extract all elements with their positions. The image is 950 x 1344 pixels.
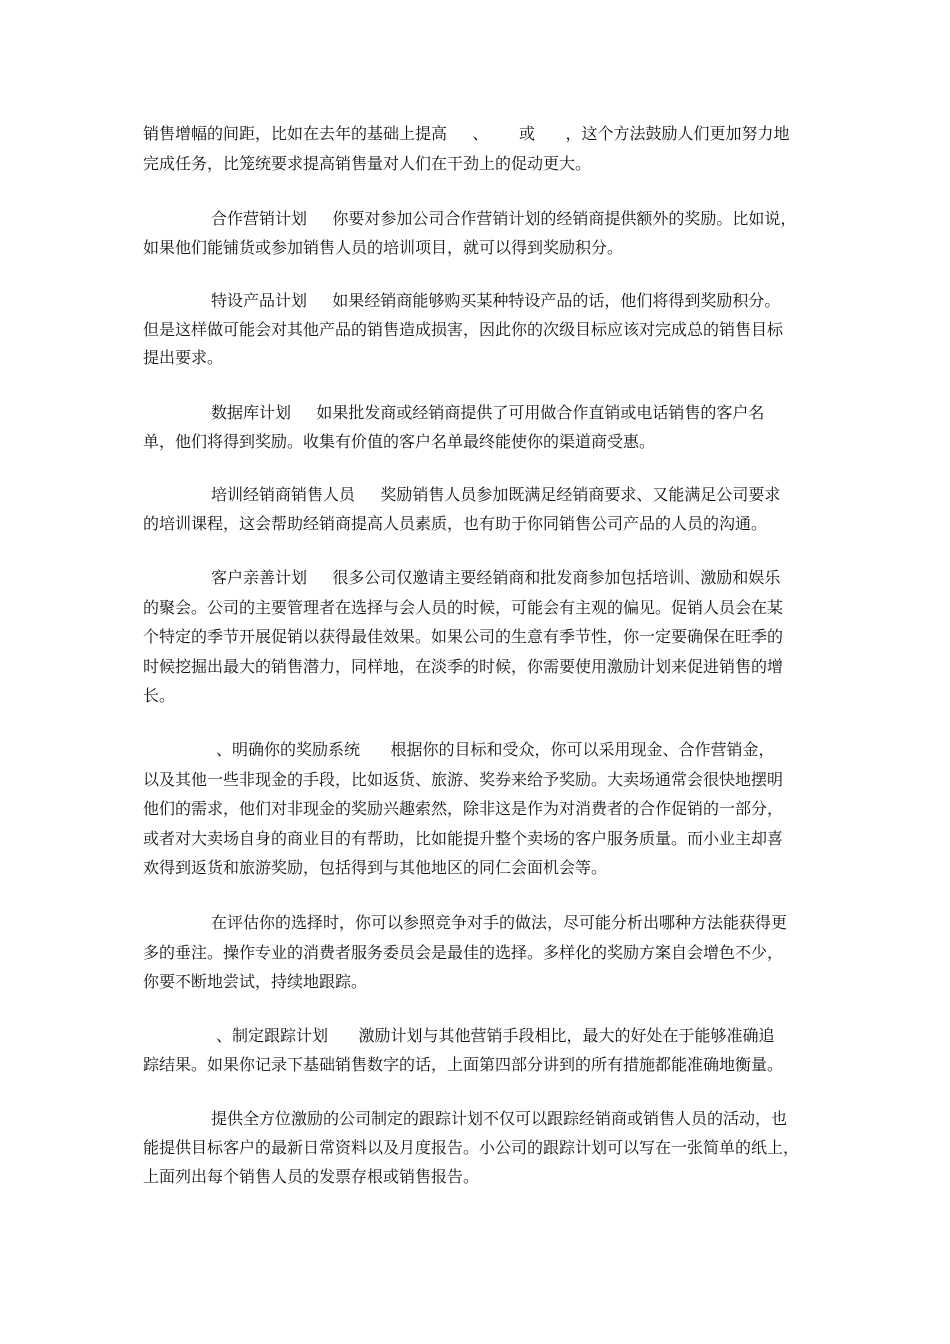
text-line: 他们的需求，他们对非现金的奖励兴趣索然，除非这是作为对消费者的合作促销的一部分， <box>143 799 784 818</box>
text-line: 长。 <box>143 686 176 705</box>
text-line: 、制定跟踪计划 激励计划与其他营销手段相比，最大的好处在于能够准确追 <box>216 1026 775 1045</box>
text-line: 在评估你的选择时，你可以参照竞争对手的做法，尽可能分析出哪种方法能获得更 <box>211 913 788 932</box>
text-line: 多的垂注。操作专业的消费者服务委员会是最佳的选择。多样化的奖励方案自会增色不少， <box>143 943 784 962</box>
text-line: 提出要求。 <box>143 348 224 367</box>
text-line: 培训经销商销售人员 奖励销售人员参加既满足经销商要求、又能满足公司要求 <box>211 485 781 504</box>
text-line: 如果他们能铺货或参加销售人员的培训项目，就可以得到奖励积分。 <box>143 238 624 257</box>
text-line: 完成任务，比笼统要求提高销售量对人们在干劲上的促动更大。 <box>143 154 592 173</box>
text-line: 单，他们将得到奖励。收集有价值的客户名单最终能使你的渠道商受惠。 <box>143 432 656 451</box>
text-line: 踪结果。如果你记录下基础销售数字的话，上面第四部分讲到的所有措施都能准确地衡量。 <box>143 1055 784 1074</box>
text-line: 欢得到返货和旅游奖励，包括得到与其他地区的同仁会面机会等。 <box>143 858 608 877</box>
text-line: 时候挖掘出最大的销售潜力，同样地，在淡季的时候，你需要使用激励计划来促进销售的增 <box>143 657 784 676</box>
text-line: 个特定的季节开展促销以获得最佳效果。如果公司的生意有季节性，你一定要确保在旺季的 <box>143 627 784 646</box>
text-line: 的聚会。公司的主要管理者在选择与会人员的时候，可能会有主观的偏见。促销人员会在某 <box>143 598 784 617</box>
text-line: 但是这样做可能会对其他产品的销售造成损害，因此你的次级目标应该对完成总的销售目标 <box>143 320 784 339</box>
text-line: 、明确你的奖励系统 根据你的目标和受众，你可以采用现金、合作营销金， <box>216 740 775 759</box>
text-line: 能提供目标客户的最新日常资料以及月度报告。小公司的跟踪计划可以写在一张简单的纸上， <box>143 1138 800 1157</box>
text-line: 以及其他一些非现金的手段，比如返货、旅游、奖券来给予奖励。大卖场通常会很快地摆明 <box>143 770 784 789</box>
text-line: 上面列出每个销售人员的发票存根或销售报告。 <box>143 1167 480 1186</box>
text-line: 客户亲善计划 很多公司仅邀请主要经销商和批发商参加包括培训、激励和娱乐 <box>211 568 781 587</box>
text-line: 销售增幅的间距，比如在去年的基础上提高 、 或 ，这个方法鼓励人们更加努力地 <box>143 124 790 143</box>
text-line: 的培训课程，这会帮助经销商提高人员素质，也有助于你同销售公司产品的人员的沟通。 <box>143 514 768 533</box>
text-line: 数据库计划 如果批发商或经销商提供了可用做合作直销或电话销售的客户名 <box>211 403 765 422</box>
text-line: 你要不断地尝试，持续地跟踪。 <box>143 972 368 991</box>
text-line: 提供全方位激励的公司制定的跟踪计划不仅可以跟踪经销商或销售人员的活动，也 <box>211 1109 788 1128</box>
text-line: 合作营销计划 你要对参加公司合作营销计划的经销商提供额外的奖励。比如说， <box>211 209 797 228</box>
text-line: 特设产品计划 如果经销商能够购买某种特设产品的话，他们将得到奖励积分。 <box>211 291 781 310</box>
text-line: 或者对大卖场自身的商业目的有帮助，比如能提升整个卖场的客户服务质量。而小业主却喜 <box>143 829 784 848</box>
